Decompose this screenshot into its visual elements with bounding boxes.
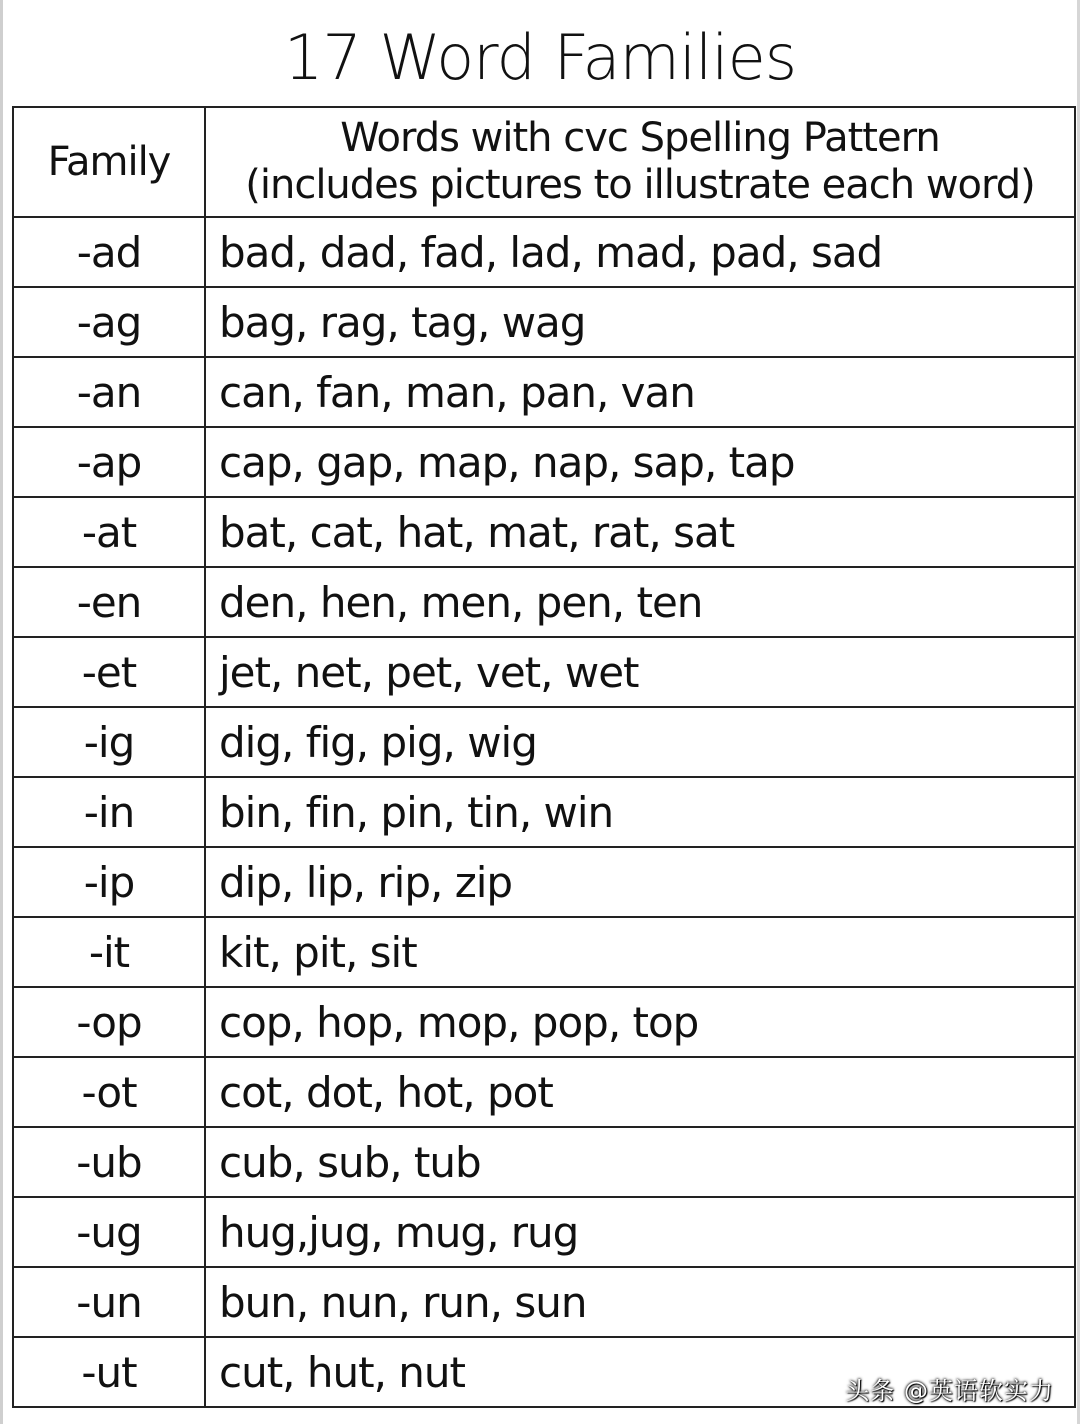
family-cell: -en: [13, 567, 205, 637]
page-title: 17 Word Families: [283, 21, 797, 94]
words-cell: cot, dot, hot, pot: [205, 1057, 1075, 1127]
table-row: [13, 357, 1075, 427]
family-cell: -at: [13, 497, 205, 567]
family-cell: -ub: [13, 1127, 205, 1197]
table-row: [13, 287, 1075, 357]
words-cell: cop, hop, mop, pop, top: [205, 987, 1075, 1057]
table-row: [13, 987, 1075, 1057]
table-row: [13, 217, 1075, 287]
words-cell: dig, fig, pig, wig: [205, 707, 1075, 777]
header-words-line1: Words with cvc Spelling Pattern: [340, 115, 940, 161]
table-row: [13, 1197, 1075, 1267]
family-cell: -ad: [13, 217, 205, 287]
words-cell: bun, nun, run, sun: [205, 1267, 1075, 1337]
table-row: [13, 777, 1075, 847]
words-cell: bag, rag, tag, wag: [205, 287, 1075, 357]
header-family: Family: [13, 107, 205, 217]
words-cell: den, hen, men, pen, ten: [205, 567, 1075, 637]
family-cell: -ig: [13, 707, 205, 777]
table-row: [13, 567, 1075, 637]
words-cell: dip, lip, rip, zip: [205, 847, 1075, 917]
family-cell: -ot: [13, 1057, 205, 1127]
family-cell: -ap: [13, 427, 205, 497]
family-cell: -et: [13, 637, 205, 707]
words-cell: kit, pit, sit: [205, 917, 1075, 987]
words-cell: cub, sub, tub: [205, 1127, 1075, 1197]
family-cell: -op: [13, 987, 205, 1057]
words-cell: cut, hut, nut: [205, 1337, 1075, 1407]
family-cell: -ut: [13, 1337, 205, 1407]
table-row: [13, 427, 1075, 497]
words-cell: bin, fin, pin, tin, win: [205, 777, 1075, 847]
words-cell: hug,jug, mug, rug: [205, 1197, 1075, 1267]
table-row: [13, 1267, 1075, 1337]
family-cell: -it: [13, 917, 205, 987]
family-cell: -ip: [13, 847, 205, 917]
words-cell: can, fan, man, pan, van: [205, 357, 1075, 427]
family-cell: -un: [13, 1267, 205, 1337]
family-cell: -ug: [13, 1197, 205, 1267]
words-cell: cap, gap, map, nap, sap, tap: [205, 427, 1075, 497]
header-words-line2: (includes pictures to illustrate each word): [245, 162, 1035, 208]
watermark: 头条 @英语软实力: [845, 1377, 1054, 1405]
family-cell: -ag: [13, 287, 205, 357]
page-edge-left: [0, 0, 3, 1424]
words-cell: jet, net, pet, vet, wet: [205, 637, 1075, 707]
words-cell: bad, dad, fad, lad, mad, pad, sad: [205, 217, 1075, 287]
table-row: [13, 917, 1075, 987]
family-cell: -in: [13, 777, 205, 847]
family-cell: -an: [13, 357, 205, 427]
table-row: [13, 707, 1075, 777]
words-cell: bat, cat, hat, mat, rat, sat: [205, 497, 1075, 567]
table-row: [13, 497, 1075, 567]
table-header-row: [13, 107, 1075, 217]
word-families-table: [12, 106, 1076, 1408]
header-words: [205, 107, 1075, 217]
table-row: [13, 637, 1075, 707]
table-row: [13, 1127, 1075, 1197]
table-row: [13, 847, 1075, 917]
table-row: [13, 1057, 1075, 1127]
